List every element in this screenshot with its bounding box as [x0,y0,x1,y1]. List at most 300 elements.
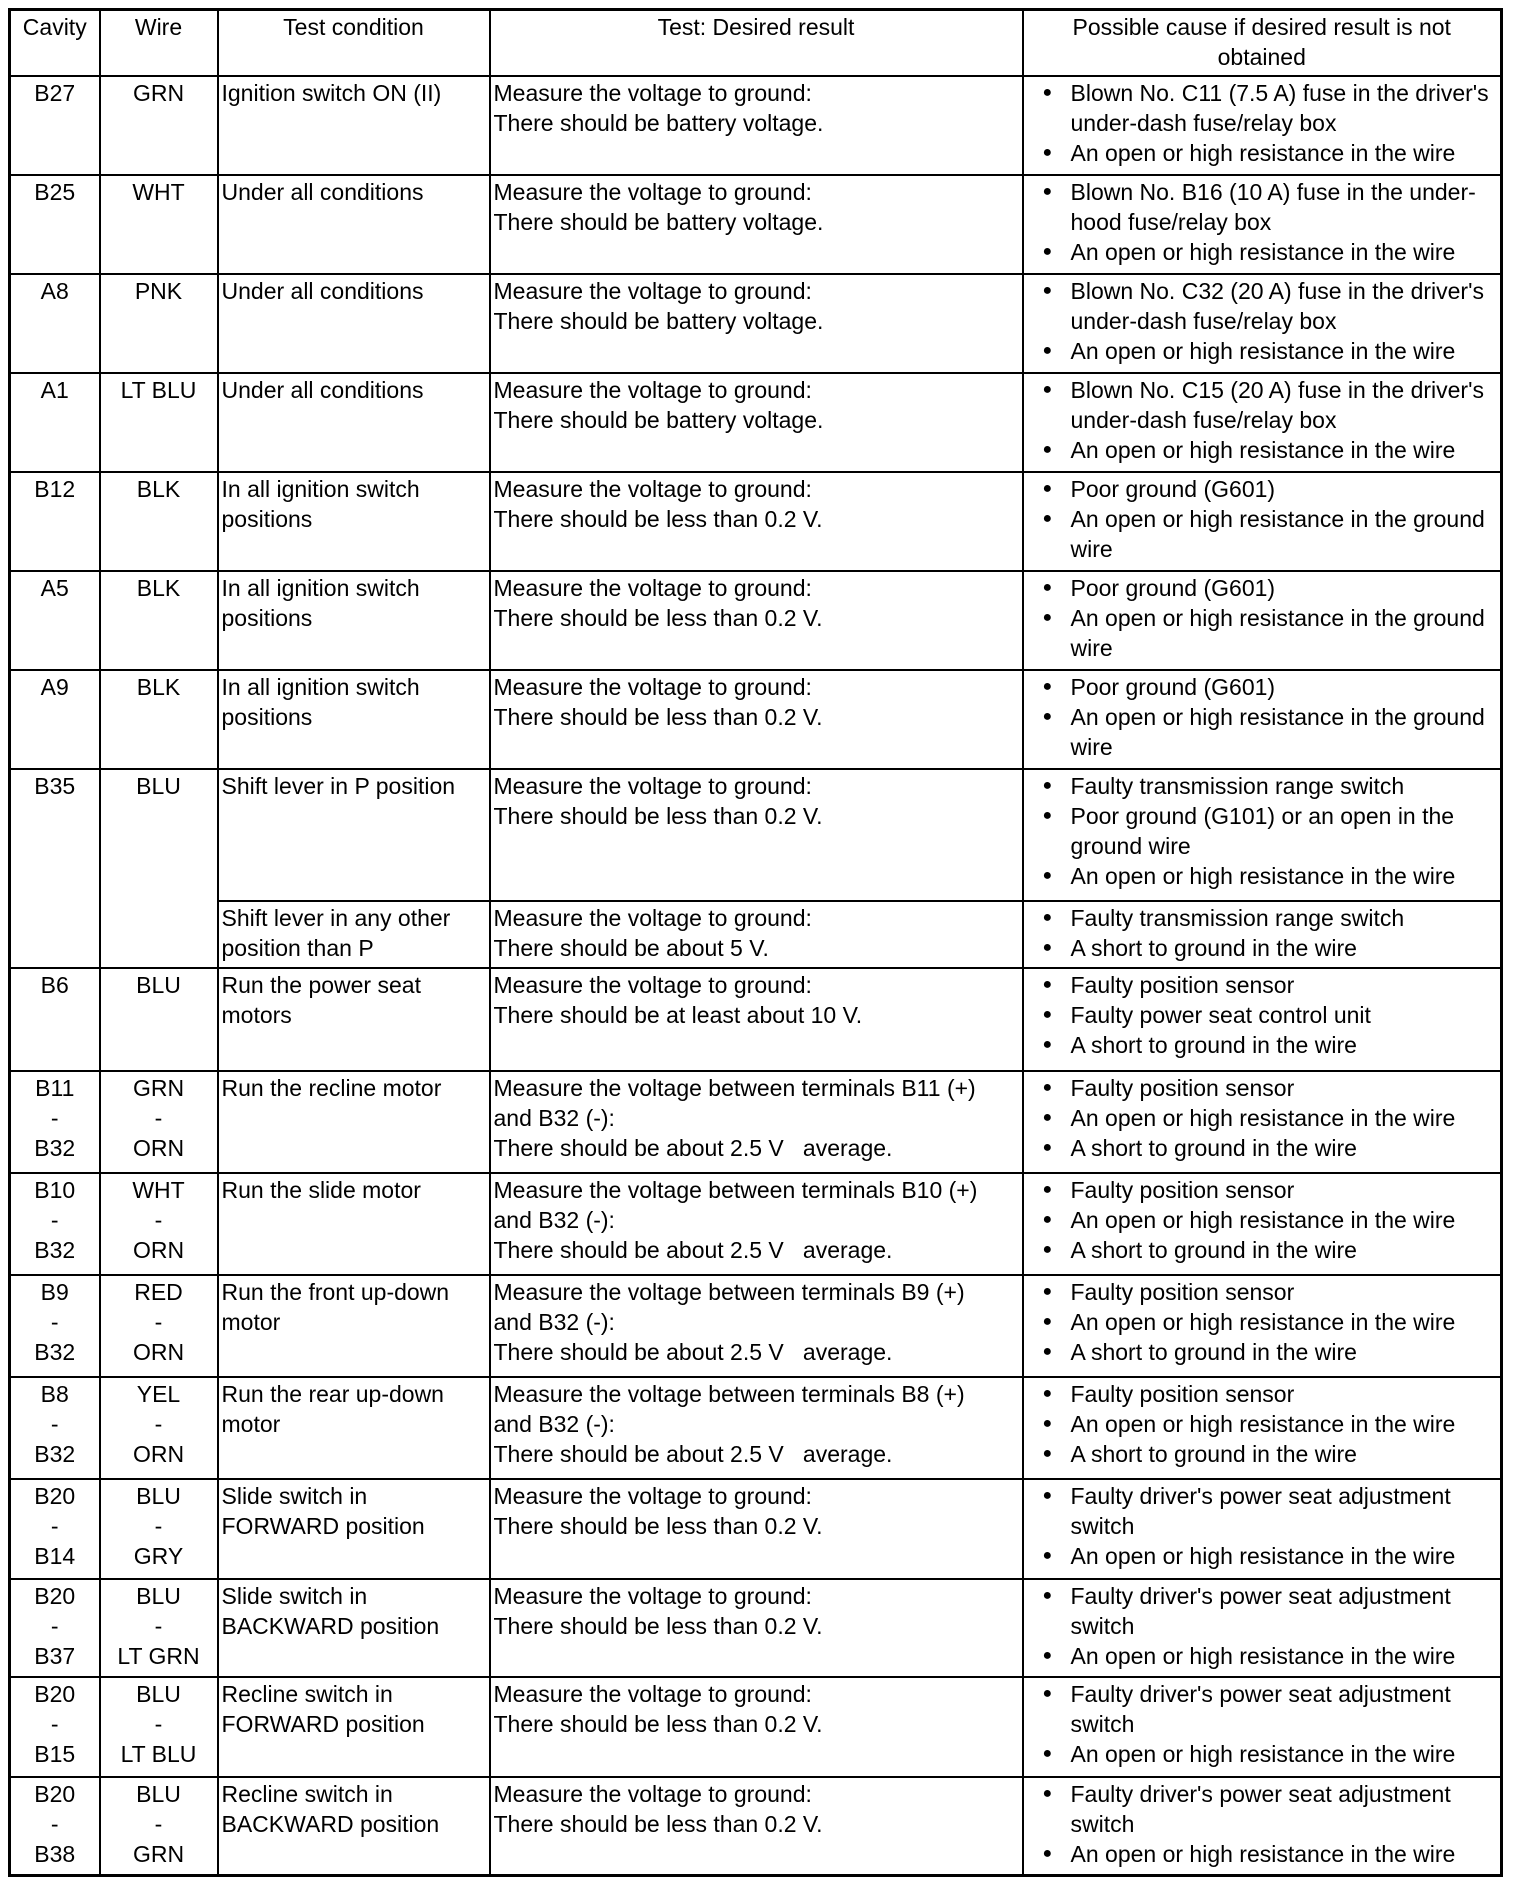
cause-item [1027,375,1498,435]
bullet-icon: ● [1042,282,1053,299]
test-condition-cell [218,1173,490,1275]
cavity-text: A9 [40,674,69,700]
cavity-text: B8 [40,1381,69,1407]
test-condition-text: Run the front up-down motor [221,1279,450,1335]
cause-item [1027,1175,1498,1205]
header-test-condition: Test condition [218,10,490,77]
desired-result-cell [490,1777,1023,1875]
desired-result-text: Measure the voltage to ground: [493,1483,812,1509]
header-desired-result: Test: Desired result [490,10,1023,77]
bullet-icon: ● [1042,1845,1053,1862]
test-condition-cell [218,1377,490,1479]
bullet-icon: ● [1042,1785,1053,1802]
test-condition-text: Under all conditions [221,278,424,304]
wire-cell [100,1579,218,1677]
desired-result-cell [490,1479,1023,1579]
test-condition-text: Run the power seat motors [221,972,421,1028]
cavity-cell [10,1579,100,1677]
cavity-text: B32 [34,1441,76,1467]
cause-text: Faulty power seat control unit [1070,1002,1371,1028]
test-condition-cell [218,175,490,274]
desired-result-cell [490,769,1023,901]
cavity-cell [10,1173,100,1275]
test-condition-text: Run the slide motor [221,1177,421,1203]
cause-text: An open or high resistance in the wire [1070,1841,1456,1867]
wire-color-text: - [154,1207,163,1233]
cavity-text: - [50,1513,59,1539]
test-condition-text: In all ignition switch positions [221,575,420,631]
wire-color-text: GRY [133,1543,184,1569]
desired-result-cell [490,274,1023,373]
possible-cause-cell [1023,1275,1502,1377]
table-row [10,1479,1502,1579]
desired-result-text: Measure the voltage to ground: [493,674,812,700]
wire-cell [100,1677,218,1777]
cause-item [1027,1235,1498,1265]
cause-text: Blown No. B16 (10 A) fuse in the under-hood fuse/relay box [1070,179,1476,235]
wire-color-text: LT BLU [120,377,197,403]
cause-text: Faulty position sensor [1070,1075,1295,1101]
cause-item [1027,861,1498,891]
wire-color-text: GRN [132,1075,185,1101]
cause-item [1027,702,1498,762]
desired-result-text: There should be about 2.5 V average. [493,1135,893,1161]
bullet-icon: ● [1042,1283,1053,1300]
desired-result-text: There should be less than 0.2 V. [493,704,823,730]
test-condition-text: Recline switch in BACKWARD position [221,1781,440,1837]
desired-result-cell [490,670,1023,769]
header-row [10,10,1502,77]
cause-text: An open or high resistance in the wire [1070,338,1456,364]
cavity-text: B11 [35,1075,75,1101]
cause-text: A short to ground in the wire [1070,1441,1357,1467]
cause-text: A short to ground in the wire [1070,935,1357,961]
cause-text: A short to ground in the wire [1070,1032,1357,1058]
desired-result-text: Measure the voltage between terminals B9 (+) [493,1279,965,1305]
desired-result-text: and B32 (-): [493,1105,615,1131]
cause-item [1027,771,1498,801]
cavity-text: B6 [40,972,69,998]
test-condition-text: In all ignition switch positions [221,674,420,730]
wire-color-text: ORN [132,1441,185,1467]
desired-result-text: There should be less than 0.2 V. [493,605,823,631]
cause-item [1027,603,1498,663]
cause-item [1027,177,1498,237]
wire-color-text: BLU [136,972,181,998]
table-row [10,968,1502,1071]
cause-item [1027,1307,1498,1337]
test-condition-cell [218,1479,490,1579]
desired-result-cell [490,1071,1023,1173]
test-condition-text: Ignition switch ON (II) [221,80,442,106]
cavity-text: B32 [34,1135,76,1161]
test-condition-cell [218,1677,490,1777]
cause-item [1027,933,1498,963]
cause-text: An open or high resistance in the wire [1070,1741,1456,1767]
troubleshooting-table [8,8,1503,1877]
desired-result-text: There should be battery voltage. [493,209,824,235]
wire-color-text: WHT [132,179,185,205]
header-wire: Wire [100,10,218,77]
cause-text: Blown No. C32 (20 A) fuse in the driver's under-dash fuse/relay box [1070,278,1484,334]
wire-color-text: - [154,1309,163,1335]
table-row [10,76,1502,175]
wire-cell [100,670,218,769]
wire-color-text: BLU [136,1583,181,1609]
desired-result-cell [490,1377,1023,1479]
cavity-text: B15 [34,1741,76,1767]
cavity-text: B9 [40,1279,69,1305]
cause-text: Faulty position sensor [1070,1381,1295,1407]
cause-text: Poor ground (G601) [1070,674,1276,700]
bullet-icon: ● [1042,1079,1053,1096]
bullet-icon: ● [1042,1685,1053,1702]
desired-result-text: There should be about 2.5 V average. [493,1339,893,1365]
cause-item [1027,1679,1498,1739]
possible-cause-cell [1023,571,1502,670]
test-condition-cell [218,472,490,571]
cause-item [1027,1133,1498,1163]
wire-cell [100,175,218,274]
bullet-icon: ● [1042,807,1053,824]
cavity-text: A8 [40,278,69,304]
bullet-icon: ● [1042,1587,1053,1604]
test-condition-text: Under all conditions [221,377,424,403]
wire-cell [100,274,218,373]
wire-color-text: - [154,1105,163,1131]
cause-item [1027,276,1498,336]
cavity-cell [10,1677,100,1777]
possible-cause-cell [1023,1173,1502,1275]
bullet-icon: ● [1042,1547,1053,1564]
bullet-icon: ● [1042,243,1053,260]
cavity-cell [10,472,100,571]
cause-text: Faulty position sensor [1070,1177,1295,1203]
cause-text: An open or high resistance in the wire [1070,1105,1456,1131]
bullet-icon: ● [1042,579,1053,596]
wire-cell [100,1071,218,1173]
wire-color-text: - [154,1411,163,1437]
cause-text: An open or high resistance in the wire [1070,1411,1456,1437]
bullet-icon: ● [1042,1036,1053,1053]
cause-item [1027,801,1498,861]
desired-result-cell [490,901,1023,968]
desired-result-text: Measure the voltage to ground: [493,773,812,799]
bullet-icon: ● [1042,1385,1053,1402]
cause-text: A short to ground in the wire [1070,1237,1357,1263]
desired-result-text: There should be less than 0.2 V. [493,1811,823,1837]
cause-item [1027,237,1498,267]
desired-result-text: There should be less than 0.2 V. [493,1513,823,1539]
wire-color-text: BLU [136,773,181,799]
possible-cause-cell [1023,175,1502,274]
cavity-cell [10,571,100,670]
wire-color-text: ORN [132,1237,185,1263]
cause-item [1027,1409,1498,1439]
bullet-icon: ● [1042,342,1053,359]
wire-cell [100,968,218,1071]
desired-result-text: Measure the voltage to ground: [493,80,812,106]
wire-color-text: BLU [136,1483,181,1509]
bullet-icon: ● [1042,909,1053,926]
test-condition-text: Slide switch in BACKWARD position [221,1583,440,1639]
desired-result-text: and B32 (-): [493,1411,615,1437]
table-row [10,1579,1502,1677]
cause-item [1027,1839,1498,1869]
cause-text: Faulty driver's power seat adjustment switch [1070,1781,1451,1837]
cavity-text: B20 [34,1781,76,1807]
bullet-icon: ● [1042,1343,1053,1360]
wire-color-text: LT BLU [120,1741,197,1767]
wire-color-text: BLU [136,1781,181,1807]
header-possible-cause: Possible cause if desired result is not obtained [1023,10,1502,77]
cavity-text: B14 [34,1543,76,1569]
cavity-text: - [50,1411,59,1437]
cause-item [1027,1541,1498,1571]
desired-result-text: Measure the voltage to ground: [493,1681,812,1707]
desired-result-text: There should be less than 0.2 V. [493,506,823,532]
wire-color-text: RED [134,1279,183,1305]
cause-item [1027,1030,1498,1060]
cause-item [1027,1779,1498,1839]
cavity-text: B20 [34,1483,76,1509]
test-condition-cell [218,571,490,670]
cause-item [1027,435,1498,465]
possible-cause-cell [1023,968,1502,1071]
possible-cause-cell [1023,274,1502,373]
table-row [10,274,1502,373]
possible-cause-cell [1023,76,1502,175]
desired-result-text: Measure the voltage between terminals B10 (+) [493,1177,978,1203]
desired-result-cell [490,1677,1023,1777]
cause-item [1027,1481,1498,1541]
bullet-icon: ● [1042,708,1053,725]
cause-item [1027,1205,1498,1235]
wire-color-text: PNK [134,278,183,304]
table-row [10,175,1502,274]
wire-color-text: ORN [132,1339,185,1365]
cavity-text: B25 [34,179,76,205]
cause-text: Faulty transmission range switch [1070,773,1405,799]
desired-result-text: There should be less than 0.2 V. [493,1711,823,1737]
cause-text: Faulty position sensor [1070,1279,1295,1305]
bullet-icon: ● [1042,867,1053,884]
table-row [10,1377,1502,1479]
cavity-text: B32 [34,1339,76,1365]
test-condition-cell [218,1777,490,1875]
test-condition-text: In all ignition switch positions [221,476,420,532]
bullet-icon: ● [1042,1647,1053,1664]
table-row [10,1173,1502,1275]
desired-result-cell [490,472,1023,571]
test-condition-text: Under all conditions [221,179,424,205]
cause-text: A short to ground in the wire [1070,1135,1357,1161]
cavity-text: A1 [40,377,69,403]
cause-text: An open or high resistance in the ground wire [1070,704,1485,760]
wire-color-text: ORN [132,1135,185,1161]
cause-text: Poor ground (G601) [1070,476,1276,502]
possible-cause-cell [1023,1777,1502,1875]
cavity-cell [10,274,100,373]
cavity-text: B27 [34,80,76,106]
cause-item [1027,1641,1498,1671]
test-condition-cell [218,968,490,1071]
possible-cause-cell [1023,670,1502,769]
wire-cell [100,571,218,670]
cause-text: An open or high resistance in the wire [1070,1543,1456,1569]
wire-cell [100,1275,218,1377]
cause-item [1027,1581,1498,1641]
test-condition-cell [218,1071,490,1173]
table-row [10,472,1502,571]
test-condition-cell [218,901,490,968]
table-row [10,1677,1502,1777]
cause-text: An open or high resistance in the wire [1070,239,1456,265]
cavity-text: B32 [34,1237,76,1263]
cause-text: Faulty driver's power seat adjustment switch [1070,1583,1451,1639]
desired-result-cell [490,571,1023,670]
test-condition-text: Run the recline motor [221,1075,442,1101]
cavity-text: B10 [34,1177,76,1203]
cause-text: An open or high resistance in the wire [1070,1309,1456,1335]
table-row [10,769,1502,901]
table-row [10,373,1502,472]
desired-result-text: Measure the voltage to ground: [493,278,812,304]
cause-text: An open or high resistance in the ground wire [1070,605,1485,661]
cavity-text: B35 [34,773,76,799]
bullet-icon: ● [1042,1006,1053,1023]
cavity-text: - [50,1105,59,1131]
wire-cell [100,1479,218,1579]
cause-item [1027,903,1498,933]
test-condition-cell [218,670,490,769]
cause-text: Blown No. C11 (7.5 A) fuse in the driver's under-dash fuse/relay box [1070,80,1489,136]
test-condition-cell [218,76,490,175]
possible-cause-cell [1023,373,1502,472]
wire-cell [100,1777,218,1875]
cause-item [1027,1103,1498,1133]
cavity-text: A5 [40,575,69,601]
desired-result-text: and B32 (-): [493,1207,615,1233]
cavity-text: - [50,1309,59,1335]
wire-color-text: GRN [132,1841,185,1867]
desired-result-text: Measure the voltage to ground: [493,476,812,502]
bullet-icon: ● [1042,939,1053,956]
cause-item [1027,1073,1498,1103]
cause-item [1027,672,1498,702]
cavity-text: - [50,1613,59,1639]
test-condition-cell [218,274,490,373]
bullet-icon: ● [1042,1487,1053,1504]
wire-cell [100,769,218,968]
table-row [10,571,1502,670]
cause-text: An open or high resistance in the ground wire [1070,506,1485,562]
possible-cause-cell [1023,472,1502,571]
cause-item [1027,336,1498,366]
wire-color-text: - [154,1811,163,1837]
test-condition-text: Shift lever in P position [221,773,456,799]
cause-text: An open or high resistance in the wire [1070,1643,1456,1669]
cavity-cell [10,968,100,1071]
bullet-icon: ● [1042,183,1053,200]
cause-text: Poor ground (G601) [1070,575,1276,601]
cavity-text: B37 [34,1643,76,1669]
test-condition-cell [218,1275,490,1377]
cause-item [1027,1000,1498,1030]
test-condition-cell [218,1579,490,1677]
desired-result-cell [490,76,1023,175]
possible-cause-cell [1023,1071,1502,1173]
cavity-cell [10,175,100,274]
cause-item [1027,78,1498,138]
cavity-text: B20 [34,1583,76,1609]
wire-cell [100,373,218,472]
bullet-icon: ● [1042,1415,1053,1432]
cause-item [1027,970,1498,1000]
cause-text: Poor ground (G101) or an open in the ground wire [1070,803,1455,859]
cause-text: Faulty driver's power seat adjustment switch [1070,1681,1451,1737]
table-row [10,670,1502,769]
desired-result-text: Measure the voltage to ground: [493,575,812,601]
bullet-icon: ● [1042,441,1053,458]
wire-color-text: - [154,1613,163,1639]
desired-result-text: There should be battery voltage. [493,407,824,433]
desired-result-text: There should be battery voltage. [493,110,824,136]
cavity-cell [10,76,100,175]
bullet-icon: ● [1042,1745,1053,1762]
bullet-icon: ● [1042,777,1053,794]
table-row [10,901,1502,968]
wire-color-text: BLK [136,575,181,601]
cavity-cell [10,1377,100,1479]
wire-cell [100,1377,218,1479]
wire-color-text: BLU [136,1681,181,1707]
cause-item [1027,1379,1498,1409]
test-condition-cell [218,373,490,472]
table-row [10,1275,1502,1377]
cavity-cell [10,1777,100,1875]
cavity-cell [10,1071,100,1173]
wire-color-text: LT GRN [117,1643,200,1669]
bullet-icon: ● [1042,1313,1053,1330]
wire-color-text: - [154,1711,163,1737]
cavity-text: B20 [34,1681,76,1707]
wire-color-text: - [154,1513,163,1539]
cause-text: An open or high resistance in the wire [1070,140,1456,166]
cause-text: Blown No. C15 (20 A) fuse in the driver's under-dash fuse/relay box [1070,377,1484,433]
cause-item [1027,504,1498,564]
possible-cause-cell [1023,1377,1502,1479]
table-row [10,1777,1502,1875]
bullet-icon: ● [1042,144,1053,161]
bullet-icon: ● [1042,609,1053,626]
cause-item [1027,1439,1498,1469]
bullet-icon: ● [1042,1445,1053,1462]
desired-result-text: There should be about 2.5 V average. [493,1441,893,1467]
cavity-cell [10,1479,100,1579]
desired-result-text: There should be less than 0.2 V. [493,1613,823,1639]
desired-result-cell [490,968,1023,1071]
test-condition-text: Shift lever in any other position than P [221,905,451,961]
desired-result-text: Measure the voltage between terminals B11 (+) [493,1075,976,1101]
possible-cause-cell [1023,901,1502,968]
possible-cause-cell [1023,1579,1502,1677]
possible-cause-cell [1023,1677,1502,1777]
desired-result-text: Measure the voltage to ground: [493,1781,812,1807]
cavity-text: B12 [34,476,76,502]
bullet-icon: ● [1042,381,1053,398]
bullet-icon: ● [1042,1181,1053,1198]
